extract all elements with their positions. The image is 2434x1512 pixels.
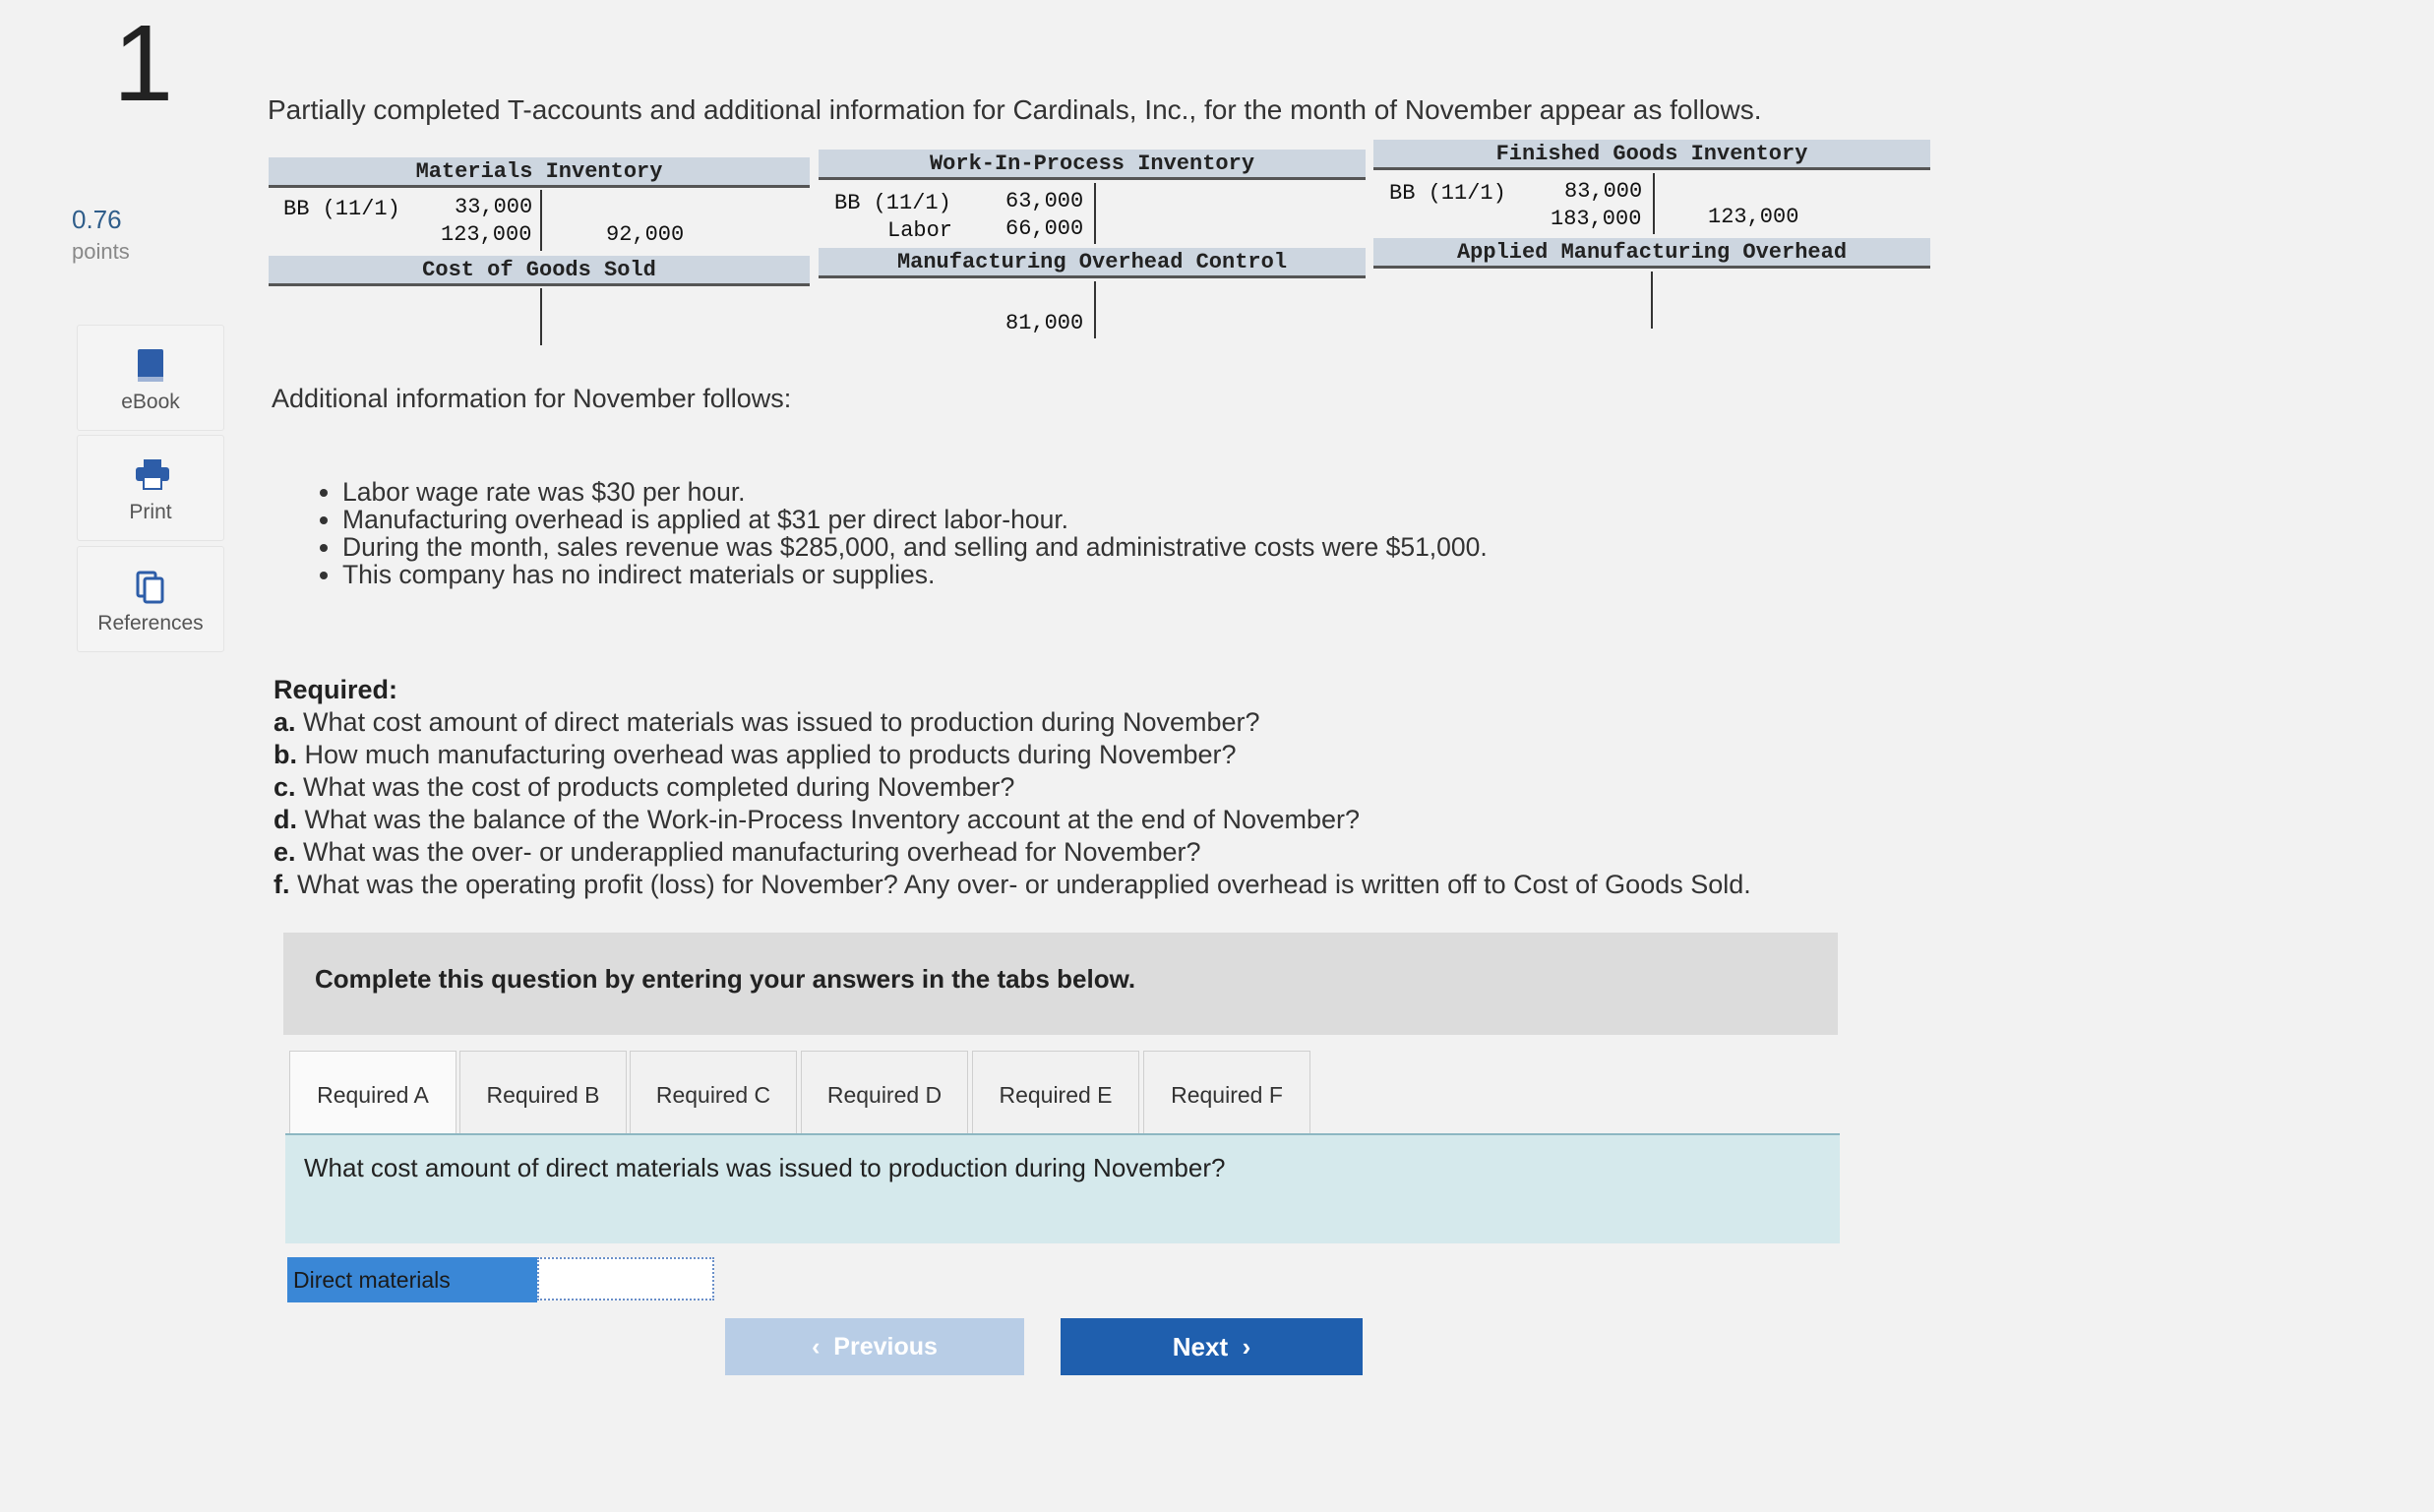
tab-required-f[interactable]: Required F xyxy=(1143,1051,1310,1137)
cogs-header: Cost of Goods Sold xyxy=(269,256,810,286)
next-button[interactable] xyxy=(1061,1318,1363,1375)
required-item-f: f. What was the operating profit (loss) for November? Any over- or underapplied overhead is written off to Cost of Goods Sold. xyxy=(274,870,1751,899)
question-number: 1 xyxy=(113,3,174,124)
tab-required-d[interactable]: Required D xyxy=(801,1051,968,1137)
additional-info-list xyxy=(315,478,1488,588)
wip-debit-1: 63,000 xyxy=(1005,189,1084,213)
wip-labor-label: Labor xyxy=(887,218,953,243)
tab-question-text: What cost amount of direct materials was issued to production during November? xyxy=(304,1153,1226,1182)
list-item: • During the month, sales revenue was $285,000, and selling and administrative costs were $51,000. xyxy=(342,533,1488,561)
ebook-button[interactable] xyxy=(77,325,224,431)
tab-required-a[interactable]: Required A xyxy=(289,1051,456,1142)
moh-debit-1: 81,000 xyxy=(1005,311,1084,335)
applied-moh-t-line xyxy=(1651,272,1653,329)
list-item: • Manufacturing overhead is applied at $31 per direct labor-hour. xyxy=(342,506,1488,533)
cogs-t-line xyxy=(540,288,542,345)
print-button[interactable] xyxy=(77,435,224,541)
additional-info-title: Additional information for November follows: xyxy=(272,384,792,413)
points-value: 0.76 xyxy=(72,205,122,234)
wip-inventory-header: Work-In-Process Inventory xyxy=(819,150,1366,180)
ebook-label: eBook xyxy=(121,391,180,413)
tab-required-e[interactable]: Required E xyxy=(972,1051,1139,1137)
applied-moh-header: Applied Manufacturing Overhead xyxy=(1373,238,1930,269)
moh-control-header: Manufacturing Overhead Control xyxy=(819,248,1366,278)
materials-inventory-header: Materials Inventory xyxy=(269,157,810,188)
wip-bb-label: BB (11/1) xyxy=(834,191,951,215)
direct-materials-label: Direct materials xyxy=(287,1257,537,1302)
previous-label: Previous xyxy=(833,1333,938,1361)
list-item: • This company has no indirect materials or supplies. xyxy=(342,561,1488,588)
intro-text: Partially completed T-accounts and additional information for Cardinals, Inc., for the month of November appear as follows. xyxy=(268,94,1762,125)
tab-required-b[interactable]: Required B xyxy=(459,1051,627,1137)
book-icon xyxy=(134,347,167,385)
required-section xyxy=(274,674,1751,901)
required-item-e: e. What was the over- or underapplied manufacturing overhead for November? xyxy=(274,837,1201,867)
tab-question-panel xyxy=(285,1133,1840,1243)
direct-materials-input[interactable] xyxy=(537,1257,714,1300)
copy-icon xyxy=(134,569,167,606)
required-item-c: c. What was the cost of products completed during November? xyxy=(274,772,1015,802)
required-item-d: d. What was the balance of the Work-in-Process Inventory account at the end of November? xyxy=(274,805,1361,834)
print-label: Print xyxy=(129,501,172,523)
previous-button[interactable] xyxy=(725,1318,1024,1375)
wip-debit-2: 66,000 xyxy=(1005,216,1084,241)
references-button[interactable] xyxy=(77,546,224,652)
fg-t-line xyxy=(1653,173,1655,234)
chevron-left-icon: ‹ xyxy=(812,1333,834,1361)
required-item-b: b. How much manufacturing overhead was applied to products during November? xyxy=(274,740,1237,769)
chevron-right-icon: › xyxy=(1228,1332,1251,1361)
printer-icon xyxy=(134,457,167,495)
materials-t-line xyxy=(540,190,542,251)
fg-inventory-header: Finished Goods Inventory xyxy=(1373,140,1930,170)
materials-bb-label: BB (11/1) xyxy=(283,197,400,221)
tab-required-c[interactable]: Required C xyxy=(630,1051,797,1137)
fg-credit-1: 123,000 xyxy=(1708,205,1799,229)
references-label: References xyxy=(97,612,204,635)
materials-debit-1: 33,000 xyxy=(455,195,533,219)
required-item-a: a. What cost amount of direct materials was issued to production during November? xyxy=(274,707,1260,737)
moh-t-line xyxy=(1094,281,1096,338)
materials-debit-2: 123,000 xyxy=(441,222,532,247)
fg-debit-1: 83,000 xyxy=(1564,179,1643,204)
fg-bb-label: BB (11/1) xyxy=(1389,181,1506,206)
required-title: Required: xyxy=(274,675,398,704)
fg-debit-2: 183,000 xyxy=(1551,207,1642,231)
materials-credit-1: 92,000 xyxy=(606,222,685,247)
next-label: Next xyxy=(1172,1332,1229,1361)
wip-t-line xyxy=(1094,183,1096,244)
instruction-text: Complete this question by entering your answers in the tabs below. xyxy=(315,964,1136,994)
list-item: • Labor wage rate was $30 per hour. xyxy=(342,478,1488,506)
points-label: points xyxy=(72,239,130,264)
